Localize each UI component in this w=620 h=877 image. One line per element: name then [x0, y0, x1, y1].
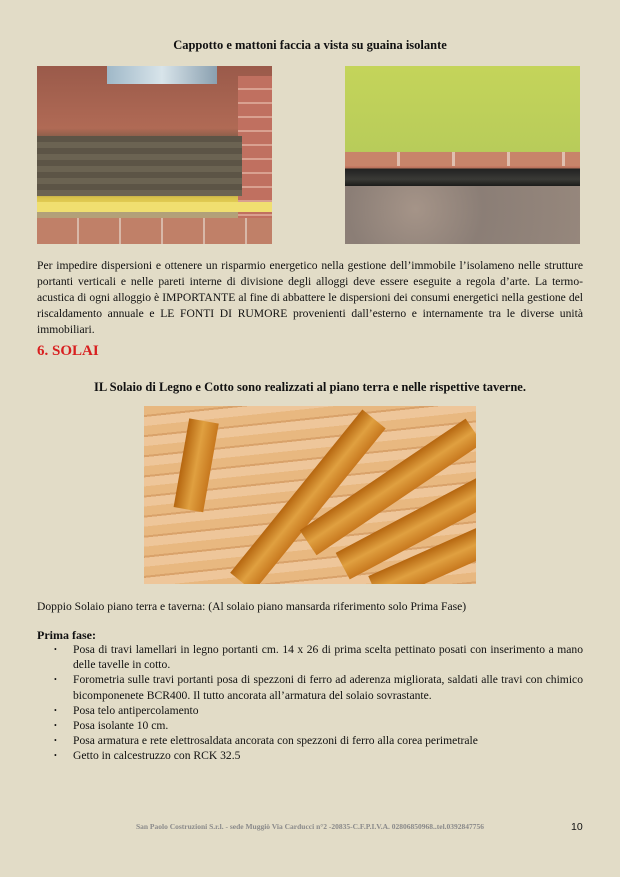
bullet-icon: • [54, 751, 57, 761]
section-title: 6. SOLAI [37, 343, 99, 359]
page-number: 10 [571, 821, 583, 833]
insulation-paragraph: Per impedire dispersioni e ottenere un risparmio energetico nella gestione dell’immobile l’isolameno nelle strutture portanti verticali e nelle pareti interne di divisione degli alloggi deve essere eseguite a regola d’arte. La termo-acustica di ogni alloggio è IMPORTANTE al fine di abbattere le dispersioni dei consumi energetici nella gestione del riscaldamento annuale e LE FONTI DI RUMORE provenienti dall’esterno e internamente tra le diverse unità immobiliari. [37, 259, 583, 336]
double-solaio-text: Doppio Solaio piano terra e taverna: (Al solaio piano mansarda riferimento solo Prima Fase) [37, 600, 467, 613]
bullet-icon: • [54, 705, 57, 715]
bullet-icon: • [54, 645, 57, 654]
solaio-caption: IL Solaio di Legno e Cotto sono realizzati al piano terra e nelle rispettive taverne. [93, 380, 526, 394]
prima-fase-list [37, 642, 583, 764]
list-item: • Posa di travi lamellari in legno portanti cm. 14 x 26 di prima scelta pettinato posati con inserimento a mano delle tavelle in cotto. [54, 643, 583, 672]
photo-caption: Cappotto e mattoni faccia a vista su guaina isolante [173, 38, 447, 52]
insulation-brick-photo [37, 66, 272, 244]
bullet-icon: • [54, 675, 57, 685]
list-item: • Posa telo antipercolamento [54, 703, 199, 717]
bullet-icon: • [54, 736, 57, 746]
sheath-wall-photo [345, 66, 580, 244]
company-footer: San Paolo Costruzioni S.r.l. - sede Muggiò Via Carducci n°2 -20835-C.F.P.I.V.A. 02806850968..tel.0392847756 [135, 822, 485, 831]
wooden-ceiling-photo [144, 406, 476, 584]
list-item: • Getto in calcestruzzo con RCK 32.5 [54, 749, 241, 763]
bullet-icon: • [54, 721, 57, 731]
list-item: • Posa isolante 10 cm. [54, 719, 169, 733]
list-item: • Posa armatura e rete elettrosaldata ancorata con spezzoni di ferro alla corea perimetrale [54, 734, 478, 748]
prima-fase-title: Prima fase: [37, 628, 96, 642]
list-item: • Forometria sulle travi portanti posa di spezzoni di ferro ad aderenza migliorata, saldati alle travi con chimico bicomponenete BCR400. Il tutto ancorata all’armatura del solaio sovrastante. [54, 673, 583, 702]
